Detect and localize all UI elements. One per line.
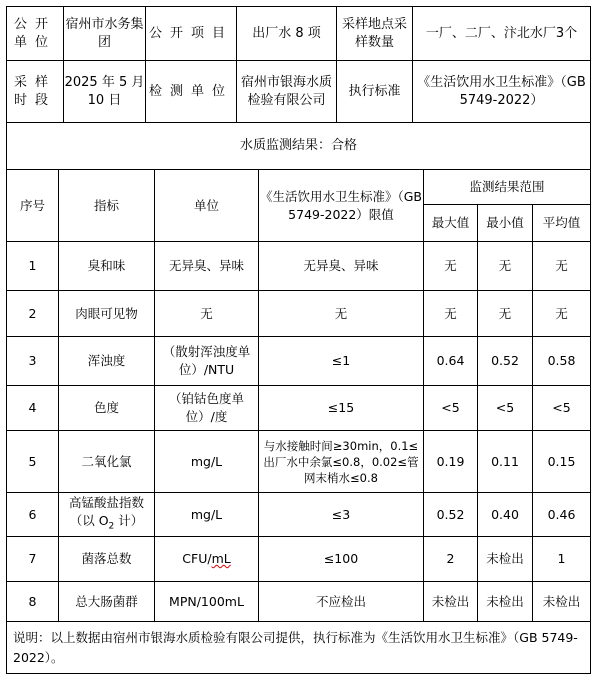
- col-min-header: 最小值: [478, 205, 533, 242]
- col-seq-header: 序号: [7, 170, 59, 242]
- row-indicator: 色度: [59, 386, 155, 431]
- row-indicator: [59, 493, 155, 537]
- row-min: 无: [478, 291, 533, 337]
- row-seq: 7: [7, 537, 59, 582]
- footnote: 说明：以上数据由宿州市银海水质检验有限公司提供，执行标准为《生活饮用水卫生标准》（GB 5749-2022）。: [7, 622, 591, 674]
- row-min: 未检出: [478, 582, 533, 622]
- row-unit-spellcheck: mL: [211, 551, 231, 566]
- row-unit: （散射浑浊度单位）/NTU: [155, 337, 259, 386]
- row-indicator: 总大肠菌群: [59, 582, 155, 622]
- row-unit: （铂钴色度单位）/度: [155, 386, 259, 431]
- row-max: <5: [424, 386, 478, 431]
- row-indicator: 臭和味: [59, 242, 155, 291]
- row-seq: 1: [7, 242, 59, 291]
- row-min: 未检出: [478, 537, 533, 582]
- results-table: [6, 169, 591, 674]
- site-label: 采样地点采样数量: [337, 7, 413, 61]
- row-seq: 6: [7, 493, 59, 537]
- lab-value: 宿州市银海水质检验有限公司: [237, 61, 337, 123]
- table-row: [7, 537, 591, 582]
- period-value: 2025 年 5 月 10 日: [64, 61, 146, 123]
- summary-result: 水质监测结果：合格: [7, 123, 591, 170]
- row-max: 0.19: [424, 431, 478, 493]
- row-unit-main: CFU/: [182, 551, 212, 566]
- row-limit: ≤1: [259, 337, 424, 386]
- row-seq: 2: [7, 291, 59, 337]
- row-max: 0.52: [424, 493, 478, 537]
- col-limit-header: 《生活饮用水卫生标准》（GB 5749-2022）限值: [259, 170, 424, 242]
- publisher-value: 宿州市水务集团: [64, 7, 146, 61]
- row-limit: ≤3: [259, 493, 424, 537]
- row-unit: mg/L: [155, 493, 259, 537]
- table-row: [7, 242, 591, 291]
- row-avg: <5: [533, 386, 591, 431]
- col-avg-header: 平均值: [533, 205, 591, 242]
- lab-label: 检测单位: [146, 61, 237, 123]
- col-range-header: 监测结果范围: [424, 170, 591, 205]
- standard-value: 《生活饮用水卫生标准》（GB 5749-2022）: [413, 61, 591, 123]
- row-indicator: 菌落总数: [59, 537, 155, 582]
- row-indicator-basis-end: 计）: [114, 512, 144, 528]
- row-max: 未检出: [424, 582, 478, 622]
- row-unit: [155, 537, 259, 582]
- row-avg: 0.46: [533, 493, 591, 537]
- row-max: 无: [424, 242, 478, 291]
- row-avg: 未检出: [533, 582, 591, 622]
- standard-label: 执行标准: [337, 61, 413, 123]
- row-max: 2: [424, 537, 478, 582]
- period-label: 采样时段: [7, 61, 64, 123]
- row-seq: 8: [7, 582, 59, 622]
- row-avg: 0.58: [533, 337, 591, 386]
- table-row: [7, 431, 591, 493]
- row-seq: 3: [7, 337, 59, 386]
- row-avg: 无: [533, 291, 591, 337]
- row-limit: ≤100: [259, 537, 424, 582]
- col-max-header: 最大值: [424, 205, 478, 242]
- row-min: 0.40: [478, 493, 533, 537]
- row-unit: MPN/100mL: [155, 582, 259, 622]
- header-table: [6, 6, 591, 170]
- row-min: <5: [478, 386, 533, 431]
- item-value: 出厂水 8 项: [237, 7, 337, 61]
- row-limit: 不应检出: [259, 582, 424, 622]
- row-unit: 无异臭、异味: [155, 242, 259, 291]
- item-label: 公开项目: [146, 7, 237, 61]
- row-indicator-main: 高锰酸盐指数: [68, 494, 144, 510]
- row-indicator: 二氧化氯: [59, 431, 155, 493]
- table-row: [7, 386, 591, 431]
- row-avg: 无: [533, 242, 591, 291]
- row-unit: 无: [155, 291, 259, 337]
- row-unit: mg/L: [155, 431, 259, 493]
- publisher-label: 公开单位: [7, 7, 64, 61]
- row-indicator-basis: （以 O: [69, 512, 109, 528]
- row-limit: 无: [259, 291, 424, 337]
- table-row: [7, 291, 591, 337]
- row-indicator: 浑浊度: [59, 337, 155, 386]
- row-limit: ≤15: [259, 386, 424, 431]
- row-avg: 1: [533, 537, 591, 582]
- site-value: 一厂、二厂、汴北水厂3个: [413, 7, 591, 61]
- col-unit-header: 单位: [155, 170, 259, 242]
- table-row: [7, 493, 591, 537]
- row-indicator-subscript: 2: [108, 521, 115, 532]
- row-max: 0.64: [424, 337, 478, 386]
- col-indicator-header: 指标: [59, 170, 155, 242]
- table-row: [7, 337, 591, 386]
- row-limit: 无异臭、异味: [259, 242, 424, 291]
- row-avg: 0.15: [533, 431, 591, 493]
- row-min: 0.52: [478, 337, 533, 386]
- row-min: 0.11: [478, 431, 533, 493]
- row-max: 无: [424, 291, 478, 337]
- row-min: 无: [478, 242, 533, 291]
- row-indicator: 肉眼可见物: [59, 291, 155, 337]
- table-row: [7, 582, 591, 622]
- row-seq: 5: [7, 431, 59, 493]
- row-limit: 与水接触时间≥30min，0.1≤出厂水中余氯≤0.8，0.02≤管网末梢水≤0.8: [259, 431, 424, 493]
- row-seq: 4: [7, 386, 59, 431]
